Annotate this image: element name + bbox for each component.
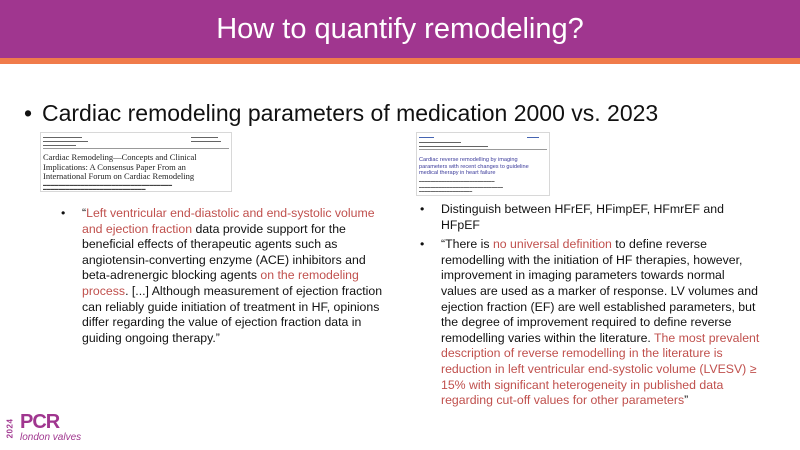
list-item: • “Left ventricular end-diastolic and end-systolic volume and ejection fraction data provide support for the beneficial effects of therapeutic agents such as angiotensin-converting enzyme (ACE) inhibitors and beta-adrenergic blocking agents on the remodeling process. [...] Although measurement of ejection fraction can reliably guide initiation of treatment in HF, opinions differ regarding the value of ejection fraction data in guiding ongoing therapy.” [61, 206, 383, 345]
quote-2023 [420, 202, 761, 409]
bullet-marker: • [420, 202, 425, 216]
logo-year: 2024 [5, 418, 15, 439]
paper-thumbnail-2000: ▬▬▬▬▬▬▬▬▬▬▬▬▬ ▬▬▬▬▬▬▬▬▬▬▬▬▬▬▬ ▬▬▬▬▬▬▬▬▬▬▬ ▬▬▬▬▬▬▬▬▬ ▬▬▬▬▬▬▬▬▬▬ Cardiac Remodeling—Concepts and Clinical Implications: A Consensus Paper From an International Forum on Cardiac Remodeling ▬▬▬▬▬▬▬▬▬▬▬▬▬▬▬▬▬▬▬▬▬▬▬▬▬▬▬▬▬▬▬▬▬▬ ▬▬▬▬▬▬▬▬▬▬▬▬▬▬▬▬▬▬▬▬▬▬▬▬▬▬▬ [40, 132, 232, 192]
journal-header-lines: ▬▬▬▬▬▬▬▬▬▬▬▬▬ [43, 135, 82, 139]
bullet-marker: • [24, 100, 33, 126]
quote-2000 [61, 206, 390, 346]
pcr-london-valves-logo [6, 413, 136, 445]
highlight-text: on the remodeling process [82, 268, 359, 298]
list-item: • “There is no universal definition to define reverse remodelling with the initiation of HF therapies, however, improvement in imaging parameters towards normal values are used as a marker of response. LV volumes and ejection fraction (EF) are well established parameters, but the degree of improvement required to define reverse remodelling varies within the literature. The most prevalent description of reverse remodelling in the literature is reduction in left ventricular end-systolic volume (LVESV) ≥ 15% with significant heterogeneity in published data regarding cut-off values for other parameters” [420, 237, 760, 408]
logo-subtitle: london valves [20, 432, 82, 443]
paper-authors-2000: ▬▬▬▬▬▬▬▬▬▬▬▬▬▬▬▬▬▬▬▬▬▬▬▬▬▬▬▬▬▬▬▬▬▬ [43, 183, 173, 187]
paper-title-2000: Cardiac Remodeling—Concepts and Clinical Implications: A Consensus Paper From an International Forum on Cardiac Remodeling [43, 152, 197, 181]
paper-authors-2023: ▬▬▬▬▬▬▬▬▬▬▬▬▬▬▬▬▬▬▬▬▬▬▬▬▬▬▬ [419, 179, 495, 183]
paper-title-2023: Cardiac reverse remodelling by imaging parameters with recent changes to guideline medical therapy in heart failure [419, 157, 529, 177]
highlight-text: Left ventricular end-diastolic and end-systolic volume and ejection fraction [82, 206, 375, 236]
logo-brand: PCR [20, 411, 60, 433]
highlight-text: The most prevalent description of reverse remodelling in the literature is reduction in left ventricular end-systolic volume (LVESV) ≥ 15% with significant heterogeneity in published data regarding cut-off values for other parameters [441, 330, 760, 408]
main-bullet-text: Cardiac remodeling parameters of medication 2000 vs. 2023 [42, 100, 659, 126]
bullet-marker: • [420, 237, 425, 252]
bullet-marker: • [61, 206, 66, 220]
journal-logo: ▬▬▬▬▬ [419, 135, 434, 139]
slide-title: How to quantify remodeling? [216, 13, 584, 45]
paper-thumbnail-2023: ▬▬▬▬▬ ▬▬▬▬ ▬▬▬▬▬▬▬▬▬▬▬▬▬▬ ▬▬▬▬▬▬▬▬▬▬▬▬▬▬▬▬▬▬▬▬▬▬▬ Cardiac reverse remodelling by imaging parameters with recent changes to guideline medical therapy in heart failure ▬▬▬▬▬▬▬▬▬▬▬▬▬▬▬▬▬▬▬▬▬▬▬▬▬▬▬ ▬▬▬▬▬▬▬▬▬▬▬▬▬▬▬▬▬▬▬▬▬▬▬▬▬▬▬▬▬▬ ▬▬▬▬▬▬▬▬▬▬▬▬▬▬▬▬▬▬▬ [416, 132, 550, 196]
highlight-text: no universal definition [492, 237, 612, 252]
main-bullet [24, 100, 658, 127]
accent-stripe [0, 58, 800, 64]
list-item: • Distinguish between HFrEF, HFimpEF, HFmrEF and HFpEF [420, 202, 724, 232]
